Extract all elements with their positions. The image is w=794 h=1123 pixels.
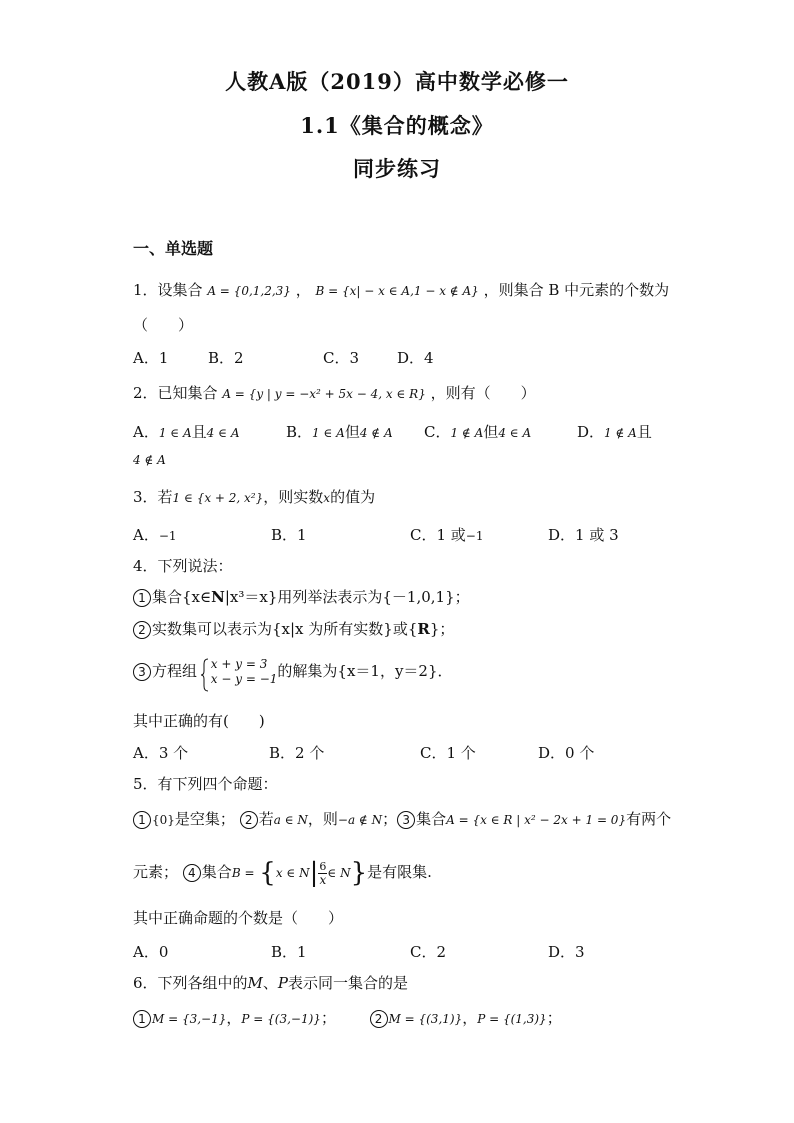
circled-number-icon: 1 [133,589,151,607]
q3-math: 1 ∈ {x + 2, x²} [172,491,264,505]
right-brace-icon: } [350,858,368,888]
title-line-2: 1.1《集合的概念》 [300,113,494,138]
q2-option-d-wrap: 4 ∉ A [133,453,166,467]
circled-number-icon: 2 [240,811,258,829]
q1-paren: （ ） [133,316,194,334]
q5-option-d: D．3 [548,943,585,961]
left-brace-icon: { [259,858,276,888]
q6-stem: 6．下列各组中的M、P表示同一集合的是 [133,974,409,992]
q1-stem [133,280,669,301]
equation-2: x − y = −1 [210,672,278,686]
q2-stem [133,383,536,404]
q4-statement-1: 1 集合{x∈N|x³＝x}用列举法表示为{－1,0,1}； [133,587,470,607]
q1-comma: ， [295,281,311,299]
circled-number-icon: 2 [133,621,151,639]
equation-system [202,657,278,687]
q2-option-d: D．1 ∉ A且 [577,423,652,441]
circled-number-icon: 3 [397,811,415,829]
q2-option-a: A．1 ∈ A且4 ∈ A [133,423,240,441]
q5-statements-line-2: 元素； 4 集合B = {x ∈ N| $\frac{6}{x}$ ∈ N}是有限集. [133,858,432,888]
q1-option-a: A．1 [133,349,169,367]
circled-number-icon: 2 [370,1010,388,1028]
q1-set-a: A = {0,1,2,3} [207,284,291,298]
title-line-1: 人教A版（2019）高中数学必修一 [225,69,569,94]
circled-number-icon: 4 [183,864,201,882]
q1-prefix: 1．设集合 [133,281,203,299]
q2-option-b: B．1 ∈ A但4 ∉ A [286,423,393,441]
q2-set: A = {y | y = −x² + 5x − 4, x ∈ R} [222,387,426,401]
q1-option-d: D．4 [397,349,434,367]
q4-statement-3: 3 方程组 x + y = 3 x − y = −1 的解集为{x＝1，y＝2}． [133,651,453,691]
q2-option-c: C．1 ∉ A但4 ∈ A [424,423,532,441]
q3-stem: 3．若1 ∈ {x + 2, x²}，则实数x的值为 [133,488,376,506]
q5-stem: 5．有下列四个命题： [133,775,278,793]
q3-option-c: C．1 或−1 [410,526,484,544]
q4-option-c: C．1 个 [420,744,476,762]
q4-stem: 4．下列说法： [133,557,233,575]
title-line-3: 同步练习 [353,156,441,181]
q4-statement-2: 2 实数集可以表示为{x|x 为所有实数}或{R}； [133,619,454,639]
q1-tail: ，则集合 B 中元素的个数为 [483,281,670,299]
q6-statements: 1 M = {3,−1}，P = {(3,−1)}； 2 M = {(3,1)}，P = {(1,3)}； [133,1008,562,1029]
circled-number-icon: 1 [133,811,151,829]
q5-option-c: C．2 [410,943,447,961]
section-heading: 一、单选题 [133,239,214,258]
q1-option-c: C．3 [323,349,360,367]
q4-option-d: D．0 个 [538,744,595,762]
fraction: $\frac{6}{x}$ [319,859,327,887]
q5-option-b: B．1 [271,943,307,961]
q3-option-a: A．−1 [133,526,177,544]
q3-option-b: B．1 [271,526,307,544]
q4-option-a: A．3 个 [133,744,189,762]
q5-option-a: A．0 [133,943,169,961]
left-brace-icon [201,658,209,692]
q1-set-b: B = {x| − x ∈ A,1 − x ∉ A} [315,284,479,298]
q5-ask: 其中正确命题的个数是（ ） [133,909,344,927]
q1-option-b: B．2 [208,349,244,367]
q4-ask: 其中正确的有( ) [133,712,265,730]
q2-tail: ，则有（ ） [430,384,536,402]
q5-statements-line-1: 1 {0}是空集； 2 若a ∈ N，则−a ∉ N； 3 集合A = {x ∈ R | x² − 2x + 1 = 0}有两个 [133,809,671,830]
q3-option-d: D．1 或 3 [548,526,619,544]
q2-prefix: 2．已知集合 [133,384,218,402]
q4-option-b: B．2 个 [269,744,325,762]
bar-icon: | [309,858,319,888]
equation-1: x + y = 3 [210,657,268,671]
circled-number-icon: 1 [133,1010,151,1028]
circled-number-icon: 3 [133,663,151,681]
